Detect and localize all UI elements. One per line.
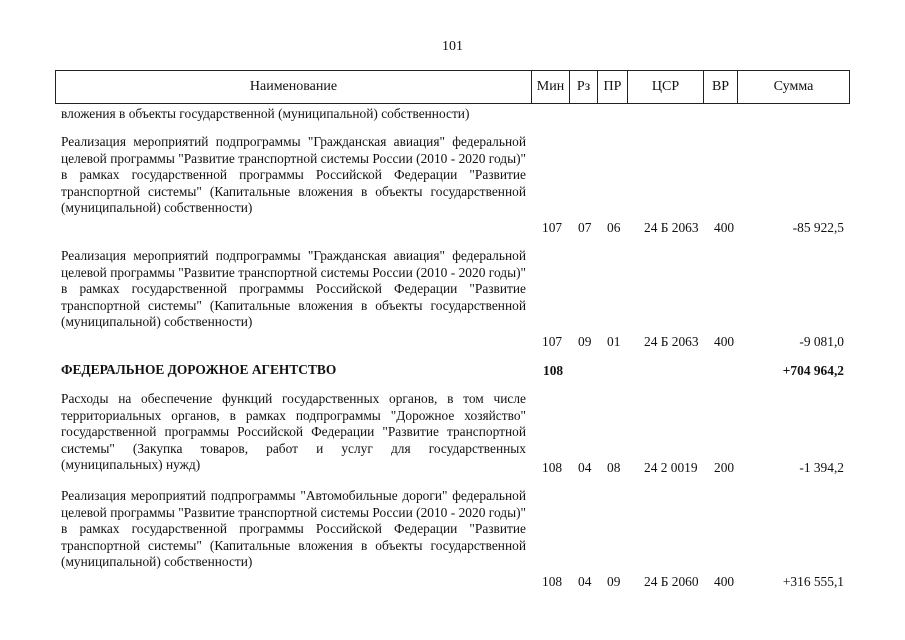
cell-csr: 24 Б 2060 bbox=[644, 574, 699, 589]
row-description: Реализация мероприятий подпрограммы "Гражданская авиация" федеральной целевой программы "Развитие транспортной системы России (2010 - 2020 годы)" в рамках государственной программы Российской Федерации "Развитие транспортной системы" (Капитальные вложения в объекты государственной (муниципальной) собственности) bbox=[61, 248, 526, 330]
cell-sum: -9 081,0 bbox=[799, 334, 844, 349]
cell-rz: 07 bbox=[578, 220, 592, 235]
cell-min: 107 bbox=[542, 220, 563, 235]
cell-pr: 01 bbox=[607, 334, 621, 349]
cell-min: 108 bbox=[542, 460, 563, 475]
row-description: Реализация мероприятий подпрограммы "Гражданская авиация" федеральной целевой программы "Развитие транспортной системы России (2010 - 2020 годы)" в рамках государственной программы Российской Федерации "Развитие транспортной системы" (Капитальные вложения в объекты государственной (муниципальной) собственности) bbox=[61, 134, 526, 216]
cell-csr: 24 2 0019 bbox=[644, 460, 698, 475]
cell-min: 108 bbox=[542, 574, 563, 589]
cell-rz: 04 bbox=[578, 460, 592, 475]
cell-rz: 09 bbox=[578, 334, 592, 349]
cell-vr: 400 bbox=[714, 574, 735, 589]
page-number: 101 bbox=[442, 39, 463, 54]
row-codes bbox=[61, 333, 850, 350]
row-codes bbox=[61, 362, 850, 379]
header-name: Наименование bbox=[249, 79, 338, 94]
header-csr: ЦСР bbox=[627, 71, 703, 103]
header-sum: Сумма bbox=[737, 71, 849, 103]
table-header bbox=[55, 70, 850, 104]
cell-pr: 08 bbox=[607, 460, 621, 475]
header-min: Мин bbox=[531, 71, 569, 103]
cell-vr: 200 bbox=[714, 460, 735, 475]
cell-min: 108 bbox=[543, 363, 564, 378]
cell-sum: -1 394,2 bbox=[799, 460, 844, 475]
cell-rz: 04 bbox=[578, 574, 592, 589]
row-codes bbox=[61, 459, 850, 476]
cell-csr: 24 Б 2063 bbox=[644, 334, 699, 349]
cell-pr: 06 bbox=[607, 220, 621, 235]
agency-title: ФЕДЕРАЛЬНОЕ ДОРОЖНОЕ АГЕНТСТВО bbox=[61, 362, 337, 377]
cell-vr: 400 bbox=[714, 334, 735, 349]
row-codes bbox=[61, 573, 850, 590]
row-description: Расходы на обеспечение функций государственных органов, в том числе территориальных органов, в рамках подпрограммы "Дорожное хозяйство" государственной программы Российской Федерации "Развитие транспортной системы" (Закупка товаров, работ и услуг для государственных (муниципальных) нужд) bbox=[61, 391, 526, 473]
cell-pr: 09 bbox=[607, 574, 621, 589]
cell-csr: 24 Б 2063 bbox=[644, 220, 699, 235]
cell-sum: -85 922,5 bbox=[792, 220, 844, 235]
continuation-text: вложения в объекты государственной (муниципальной) собственности) bbox=[61, 106, 470, 121]
cell-min: 107 bbox=[542, 334, 563, 349]
header-vr: ВР bbox=[703, 71, 737, 103]
header-rz: Рз bbox=[569, 71, 597, 103]
cell-sum: +704 964,2 bbox=[782, 363, 844, 378]
row-description: Реализация мероприятий подпрограммы "Автомобильные дороги" федеральной целевой программы "Развитие транспортной системы России (2010 - 2020 годы)" в рамках государственной программы Российской Федерации "Развитие транспортной системы" (Капитальные вложения в объекты государственной (муниципальной) собственности) bbox=[61, 488, 526, 570]
row-codes bbox=[61, 219, 850, 236]
header-pr: ПР bbox=[597, 71, 627, 103]
cell-vr: 400 bbox=[714, 220, 735, 235]
cell-sum: +316 555,1 bbox=[782, 574, 844, 589]
